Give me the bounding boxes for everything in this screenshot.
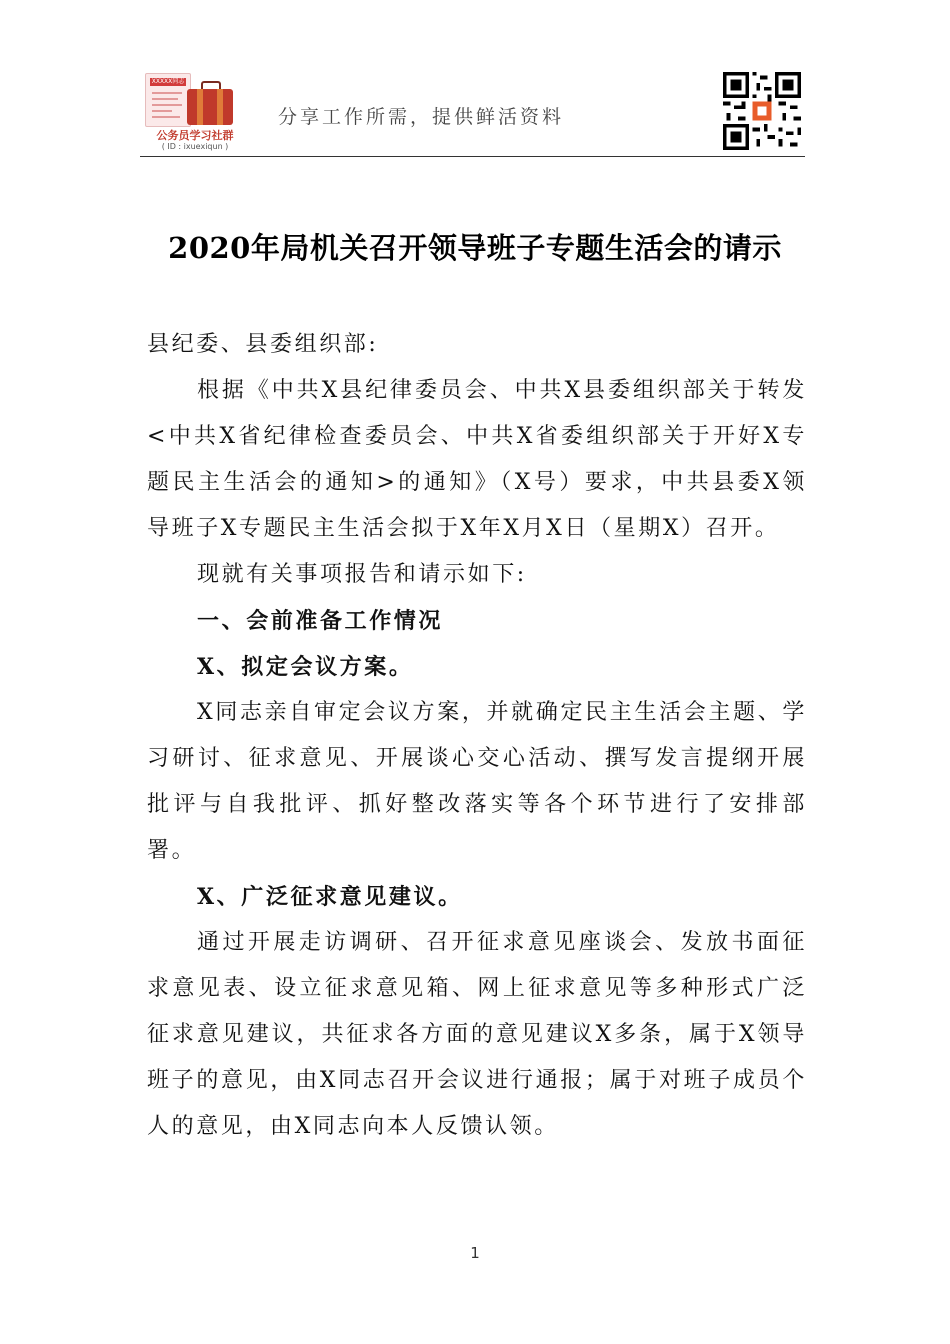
qr-code-icon: [723, 72, 801, 150]
item-heading: X、广泛征求意见建议。: [197, 884, 463, 910]
community-logo: [145, 73, 245, 153]
page-number: 1: [470, 1244, 480, 1262]
document-icon: [145, 73, 191, 127]
header-slogan: 分享工作所需，提供鲜活资料: [278, 106, 565, 128]
item-text: X同志亲自审定会议方案，并就确定民主生活会主题、学习研讨、征求意见、开展谈心交心活动、撰写发言提纲开展批评与自我批评、抓好整改落实等各个环节进行了安排部署。: [147, 700, 807, 863]
item-heading: X、拟定会议方案。: [197, 654, 414, 680]
document-title: 2020年局机关召开领导班子专题生活会的请示: [168, 231, 782, 265]
page-header: [140, 68, 805, 158]
briefcase-icon: [187, 89, 233, 125]
header-divider: [140, 156, 805, 157]
logo-tag: XXXXX同志: [151, 78, 185, 85]
paragraph-basis: 根据《中共X县纪律委员会、中共X县委组织部关于转发<中共X省纪律检查委员会、中共X省委组织部关于开好X专题民主生活会的通知>的通知》（X号）要求，中共县委X领导班子X专题民主生活会拟于X年X月X日（星期X）召开。: [147, 378, 807, 541]
logo-name: 公务员学习社群: [156, 129, 234, 142]
paragraph-intro: 现就有关事项报告和请示如下:: [197, 562, 527, 587]
item-text: 通过开展走访调研、召开征求意见座谈会、发放书面征求意见表、设立征求意见箱、网上征求意见等多种形式广泛征求意见建议，共征求各方面的意见建议X多条，属于X领导班子的意见，由X同志召开会议进行通报；属于对班子成员个人的意见，由X同志向本人反馈认领。: [147, 930, 807, 1139]
salutation: 县纪委、县委组织部:: [147, 332, 379, 357]
section-heading: 一、会前准备工作情况: [197, 608, 444, 634]
logo-id: ( ID : ixuexiqun ): [161, 142, 229, 151]
document-body: [147, 322, 807, 1150]
